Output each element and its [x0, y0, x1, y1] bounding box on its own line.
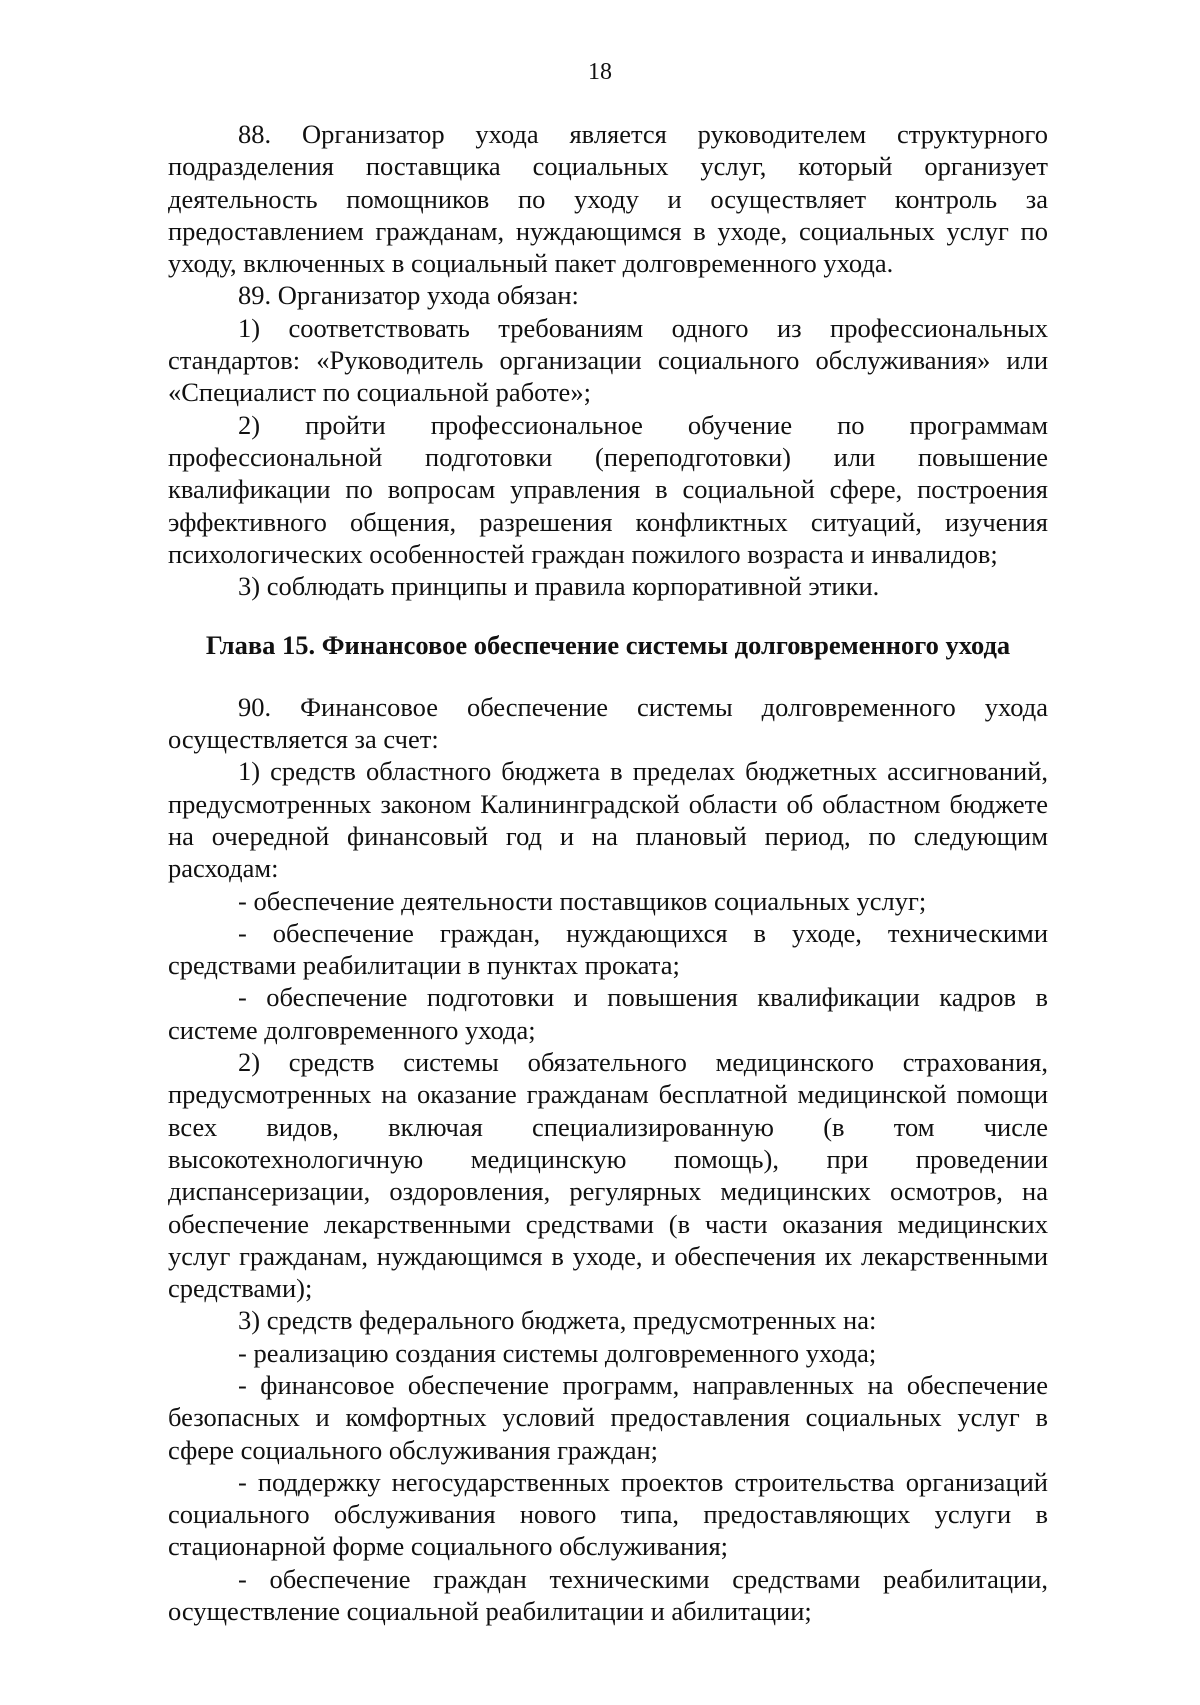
chapter-heading: Глава 15. Финансовое обеспечение системы долговременного ухода	[205, 630, 1011, 661]
list-item-90-2: 2) средств системы обязательного медицинского страхования, предусмотренных на оказание гражданам бесплатной медицинской помощи всех видов, включая специализированную (в том числе высокотехнологичную медицинскую помощь), при проведении диспансеризации, оздоровления, регулярных медицинских осмотров, на обеспечение лекарственными средствами (в части оказания медицинских услуг гражданам, нуждающимся в уходе, и обеспечения их лекарственными средствами);	[168, 1047, 1048, 1304]
sub-item: - обеспечение граждан техническими средствами реабилитации, осуществление социальной реабилитации и абилитации;	[168, 1563, 1048, 1627]
document-body	[168, 118, 1048, 1627]
sub-item: - реализацию создания системы долговременного ухода;	[238, 1337, 877, 1368]
sub-item: - поддержку негосударственных проектов строительства организаций социального обслуживания нового типа, предоставляющих услуги в стационарной форме социального обслуживания;	[168, 1466, 1048, 1562]
list-item-90-1: 1) средств областного бюджета в пределах бюджетных ассигнований, предусмотренных законом Калининградской области об областном бюджете на очередной финансовый год и на плановый период, по следующим расходам:	[168, 756, 1048, 884]
list-item-90-3: 3) средств федерального бюджета, предусмотренных на:	[238, 1305, 877, 1336]
paragraph-88: 88. Организатор ухода является руководителем структурного подразделения поставщика социальных услуг, который организует деятельность помощников по уходу и осуществляет контроль за предоставлением гражданам, нуждающимся в уходе, социальных услуг по уходу, включенных в социальный пакет долговременного ухода.	[168, 119, 1048, 279]
paragraph-89: 89. Организатор ухода обязан:	[238, 280, 579, 311]
list-item-89-1: 1) соответствовать требованиям одного из профессиональных стандартов: «Руководитель организации социального обслуживания» или «Специалист по социальной работе»;	[168, 312, 1048, 408]
sub-item: - финансовое обеспечение программ, направленных на обеспечение безопасных и комфортных условий предоставления социальных услуг в сфере социального обслуживания граждан;	[168, 1369, 1048, 1465]
sub-item: - обеспечение деятельности поставщиков социальных услуг;	[238, 885, 927, 916]
list-item-89-2: 2) пройти профессиональное обучение по программам профессиональной подготовки (переподготовки) или повышение квалификации по вопросам управления в социальной сфере, построения эффективного общения, разрешения конфликтных ситуаций, изучения психологических особенностей граждан пожилого возраста и инвалидов;	[168, 409, 1048, 569]
sub-item: - обеспечение граждан, нуждающихся в уходе, техническими средствами реабилитации в пунктах проката;	[168, 917, 1048, 981]
paragraph-90: 90. Финансовое обеспечение системы долговременного ухода осуществляется за счет:	[168, 691, 1048, 755]
page-number: 18	[588, 59, 612, 85]
list-item-89-3: 3) соблюдать принципы и правила корпоративной этики.	[238, 571, 880, 602]
sub-item: - обеспечение подготовки и повышения квалификации кадров в системе долговременного ухода;	[168, 982, 1048, 1045]
